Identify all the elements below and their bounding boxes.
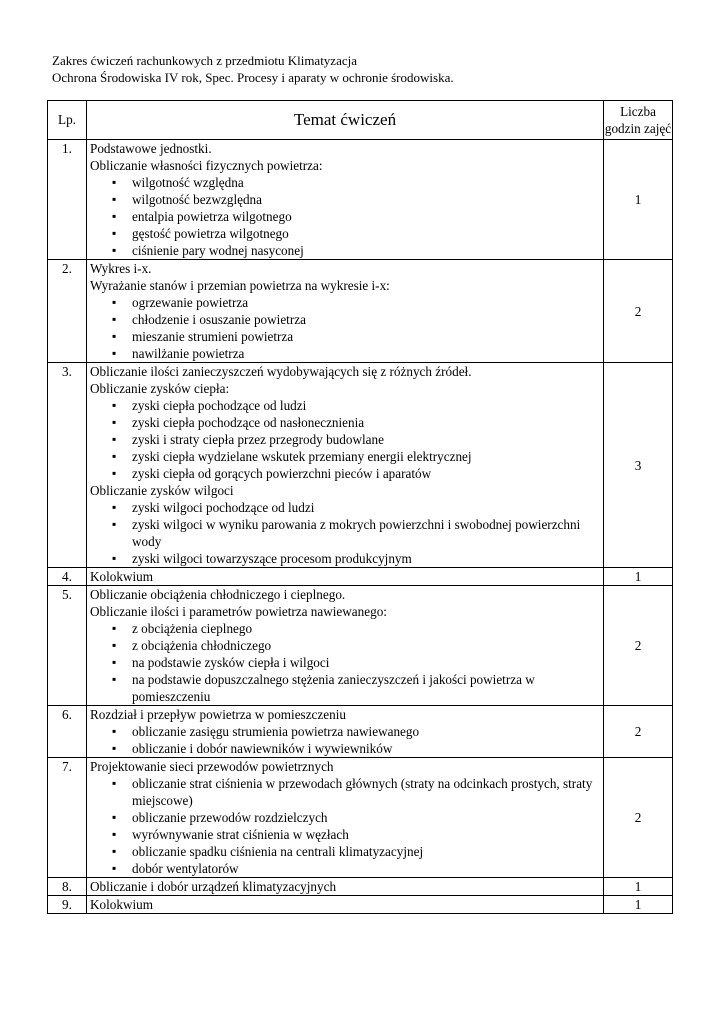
- row-number: 2.: [48, 260, 87, 363]
- header-hours: Liczba godzin zajęć: [604, 101, 673, 140]
- table-row: [48, 260, 673, 363]
- topic-line: Obliczanie zysków ciepła:: [90, 381, 230, 396]
- row-number: 4.: [48, 568, 87, 586]
- bullet-list: [90, 397, 603, 482]
- table-row: [48, 568, 673, 586]
- topic-line: Obliczanie ilości i parametrów powietrza nawiewanego:: [90, 604, 387, 619]
- bullet-list: [90, 174, 603, 259]
- row-number: 7.: [48, 758, 87, 878]
- row-hours: 1: [604, 878, 673, 896]
- bullet-item: ▪ obliczanie strat ciśnienia w przewodach głównych (straty na odcinkach prostych, straty miejscowe): [90, 775, 603, 809]
- table-row: [48, 586, 673, 706]
- bullet-item: ▪ zyski wilgoci pochodzące od ludzi: [90, 499, 603, 516]
- row-hours: 2: [604, 758, 673, 878]
- table-row: [48, 363, 673, 568]
- row-number: 1.: [48, 140, 87, 260]
- bullet-item: ▪ z obciążenia chłodniczego: [90, 637, 603, 654]
- row-topic: [87, 878, 604, 896]
- topic-line: Wykres i-x.: [90, 261, 152, 276]
- row-topic: [87, 586, 604, 706]
- row-hours: 2: [604, 586, 673, 706]
- topic-line: Obliczanie obciążenia chłodniczego i cieplnego.: [90, 587, 346, 602]
- bullet-item: ▪ mieszanie strumieni powietrza: [90, 328, 603, 345]
- topic-line: Rozdział i przepływ powietrza w pomieszczeniu: [90, 707, 346, 722]
- topic-line: Wyrażanie stanów i przemian powietrza na wykresie i-x:: [90, 278, 390, 293]
- document-header: [52, 52, 454, 86]
- row-number: 6.: [48, 706, 87, 758]
- table-row: [48, 878, 673, 896]
- table-header-row: [48, 101, 673, 140]
- row-topic: [87, 896, 604, 914]
- bullet-item: ▪ ogrzewanie powietrza: [90, 294, 603, 311]
- row-hours: 2: [604, 260, 673, 363]
- bullet-list: [90, 499, 603, 567]
- topic-line: Obliczanie własności fizycznych powietrza:: [90, 158, 323, 173]
- bullet-item: ▪ zyski ciepła pochodzące od ludzi: [90, 397, 603, 414]
- bullet-item: ▪ na podstawie dopuszczalnego stężenia zanieczyszczeń i jakości powietrza w pomieszczeniu: [90, 671, 603, 705]
- topic-line: Projektowanie sieci przewodów powietrznych: [90, 759, 334, 774]
- topic-line: Obliczanie ilości zanieczyszczeń wydobywających się z różnych źródeł.: [90, 364, 472, 379]
- table-row: [48, 896, 673, 914]
- exercise-table: [47, 100, 673, 914]
- row-topic: [87, 568, 604, 586]
- bullet-item: ▪ zyski ciepła od gorących powierzchni pieców i aparatów: [90, 465, 603, 482]
- header-topic: Temat ćwiczeń: [87, 101, 604, 140]
- row-hours: 1: [604, 568, 673, 586]
- bullet-item: ▪ obliczanie i dobór nawiewników i wywiewników: [90, 740, 603, 757]
- bullet-item: ▪ na podstawie zysków ciepła i wilgoci: [90, 654, 603, 671]
- bullet-item: ▪ ciśnienie pary wodnej nasyconej: [90, 242, 603, 259]
- bullet-list: [90, 775, 603, 877]
- bullet-item: ▪ dobór wentylatorów: [90, 860, 603, 877]
- topic-line: Podstawowe jednostki.: [90, 141, 212, 156]
- row-topic: [87, 758, 604, 878]
- bullet-item: ▪ nawilżanie powietrza: [90, 345, 603, 362]
- table-row: [48, 706, 673, 758]
- bullet-item: ▪ wilgotność bezwzględna: [90, 191, 603, 208]
- topic-line: Obliczanie zysków wilgoci: [90, 483, 234, 498]
- bullet-item: ▪ zyski wilgoci w wyniku parowania z mokrych powierzchni i swobodnej powierzchni wody: [90, 516, 603, 550]
- row-topic: [87, 363, 604, 568]
- bullet-item: ▪ zyski wilgoci towarzyszące procesom produkcyjnym: [90, 550, 603, 567]
- bullet-item: ▪ obliczanie zasięgu strumienia powietrza nawiewanego: [90, 723, 603, 740]
- bullet-item: ▪ obliczanie spadku ciśnienia na centrali klimatyzacyjnej: [90, 843, 603, 860]
- bullet-item: ▪ zyski ciepła pochodzące od nasłonecznienia: [90, 414, 603, 431]
- bullet-list: [90, 723, 603, 757]
- bullet-item: ▪ z obciążenia cieplnego: [90, 620, 603, 637]
- row-topic: [87, 260, 604, 363]
- bullet-item: ▪ zyski ciepła wydzielane wskutek przemiany energii elektrycznej: [90, 448, 603, 465]
- bullet-list: [90, 620, 603, 705]
- bullet-item: ▪ chłodzenie i osuszanie powietrza: [90, 311, 603, 328]
- row-number: 3.: [48, 363, 87, 568]
- bullet-list: [90, 294, 603, 362]
- row-topic: [87, 140, 604, 260]
- row-number: 5.: [48, 586, 87, 706]
- row-hours: 1: [604, 140, 673, 260]
- bullet-item: ▪ obliczanie przewodów rozdzielczych: [90, 809, 603, 826]
- row-hours: 3: [604, 363, 673, 568]
- table-row: [48, 140, 673, 260]
- bullet-item: ▪ gęstość powietrza wilgotnego: [90, 225, 603, 242]
- topic-line: Obliczanie i dobór urządzeń klimatyzacyjnych: [90, 879, 337, 894]
- row-hours: 2: [604, 706, 673, 758]
- table-row: [48, 758, 673, 878]
- row-number: 8.: [48, 878, 87, 896]
- row-number: 9.: [48, 896, 87, 914]
- header-lp: Lp.: [48, 101, 87, 140]
- header-line-2: Ochrona Środowiska IV rok, Spec. Procesy i aparaty w ochronie środowiska.: [52, 70, 454, 85]
- bullet-item: ▪ wyrównywanie strat ciśnienia w węzłach: [90, 826, 603, 843]
- bullet-item: ▪ wilgotność względna: [90, 174, 603, 191]
- bullet-item: ▪ zyski i straty ciepła przez przegrody budowlane: [90, 431, 603, 448]
- header-line-1: Zakres ćwiczeń rachunkowych z przedmiotu Klimatyzacja: [52, 53, 357, 68]
- bullet-item: ▪ entalpia powietrza wilgotnego: [90, 208, 603, 225]
- row-topic: [87, 706, 604, 758]
- row-hours: 1: [604, 896, 673, 914]
- topic-line: Kolokwium: [90, 897, 154, 912]
- topic-line: Kolokwium: [90, 569, 154, 584]
